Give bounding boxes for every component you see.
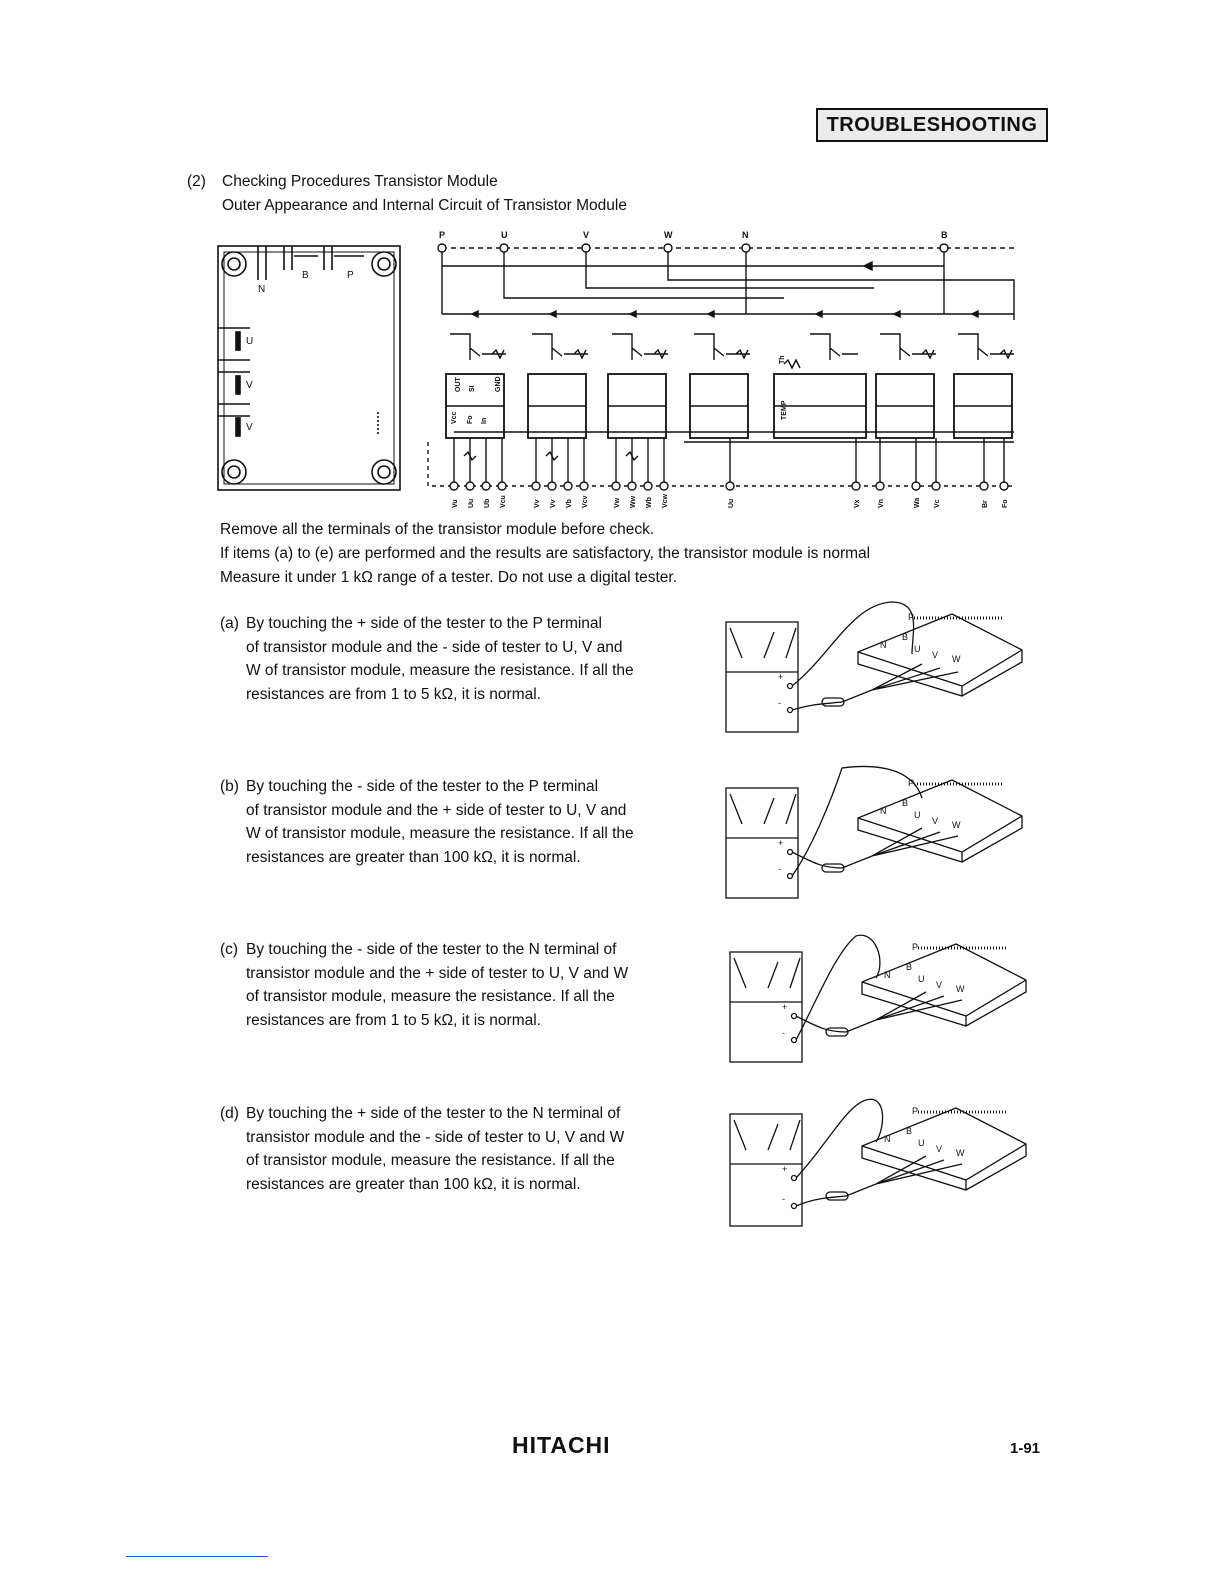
step-label: (c): [220, 941, 239, 958]
tester-minus-label: -: [782, 1194, 785, 1204]
instruction-line-1: Remove all the terminals of the transistor module before check.: [220, 521, 655, 538]
step-line: By touching the + side of the tester to the N terminal of: [246, 1105, 621, 1122]
step-line: By touching the - side of the tester to the N terminal of: [246, 941, 617, 958]
ic-label-temp: TEMP: [781, 400, 788, 420]
circuit-terminal-n: N: [742, 230, 749, 240]
bottom-terminal: Uu: [728, 498, 735, 508]
tester-figure-c: [726, 922, 1036, 1064]
step-d: [220, 1102, 700, 1202]
bottom-terminal: Vc: [934, 499, 941, 508]
outline-label-n: N: [258, 284, 266, 295]
section-number: (2): [187, 173, 206, 190]
outline-label-b: B: [302, 270, 309, 281]
step-c: [220, 938, 700, 1038]
tester-minus-label: -: [778, 698, 781, 708]
tester-figure-a: [722, 594, 1032, 736]
bottom-terminal: Br: [982, 500, 989, 508]
tester-needle-icon: [734, 1120, 800, 1150]
module-terminal-label: P: [912, 942, 919, 952]
step-line: of transistor module and the + side of tester to U, V and: [246, 801, 627, 819]
tester-plus-label: +: [778, 672, 784, 682]
circuit-terminal-p: P: [439, 230, 446, 240]
tester-minus-label: -: [782, 1028, 785, 1038]
module-terminal-label: P: [908, 612, 915, 622]
step-b: [220, 775, 700, 875]
module-terminal-label: V: [936, 1144, 943, 1154]
tester-plus-label: +: [778, 838, 784, 848]
step-line: By touching the - side of the tester to the P terminal: [246, 778, 599, 795]
instruction-line-3: Measure it under 1 kΩ range of a tester. Do not use a digital tester.: [220, 569, 678, 586]
ic-label-fo: Fo: [467, 415, 474, 424]
bottom-terminal: Uu: [468, 498, 475, 508]
module-terminal-label: U: [914, 810, 921, 820]
section-badge: TROUBLESHOOTING: [816, 108, 1048, 142]
module-terminal-label: B: [906, 1126, 913, 1136]
module-terminal-label: P: [908, 778, 915, 788]
module-terminal-label: W: [952, 820, 961, 830]
outline-label-u: U: [246, 336, 254, 347]
step-line: W of transistor module, measure the resistance. If all the: [246, 662, 634, 679]
mount-hole-icon: [372, 460, 396, 484]
bottom-terminal: Vcw: [662, 493, 669, 508]
tester-needle-icon: [730, 628, 796, 658]
tester-minus-label: -: [778, 864, 781, 874]
mount-hole-icon: [222, 252, 246, 276]
step-label: (a): [220, 615, 239, 632]
mount-hole-icon: [222, 460, 246, 484]
module-terminal-label: V: [936, 980, 943, 990]
bottom-terminal: Vu: [452, 499, 459, 508]
circuit-terminal-v: V: [583, 230, 590, 240]
ic-label-in: In: [481, 417, 488, 424]
tester-figure-d: [726, 1086, 1036, 1228]
step-a: [220, 612, 700, 712]
tester-figure-b: [722, 758, 1032, 900]
bottom-terminal: Ub: [484, 498, 491, 508]
page-number: 1-91: [1010, 1440, 1041, 1457]
tester-plus-label: +: [782, 1164, 788, 1174]
step-line: resistances are greater than 100 kΩ, it is normal.: [246, 848, 581, 866]
ic-label-vcc: Vcc: [451, 411, 458, 424]
module-terminal-label: B: [906, 962, 913, 972]
ic-label-out: OUT: [455, 377, 462, 392]
module-terminal-label: N: [884, 970, 891, 980]
step-line: resistances are from 1 to 5 kΩ, it is normal.: [246, 685, 541, 703]
instruction-line-2: If items (a) to (e) are performed and the results are satisfactory, the transistor module is normal: [220, 545, 871, 562]
bottom-terminal: Vn: [878, 499, 885, 508]
tester-plus-label: +: [782, 1002, 788, 1012]
circuit-terminal-u: U: [501, 230, 508, 240]
module-terminal-label: W: [956, 984, 965, 994]
ic-label-si: SI: [469, 385, 476, 392]
tester-needle-icon: [730, 794, 796, 824]
bottom-terminal: Wb: [646, 497, 653, 508]
bottom-terminal: Vb: [566, 499, 573, 508]
bottom-terminal: Vcu: [500, 495, 507, 508]
section-subtitle: Outer Appearance and Internal Circuit of Transistor Module: [222, 197, 627, 214]
footer-divider: [126, 1556, 268, 1557]
module-terminal-label: W: [956, 1148, 965, 1158]
bottom-terminal: Vv: [550, 499, 557, 508]
module-terminal-label: W: [952, 654, 961, 664]
step-label: (d): [220, 1105, 239, 1122]
step-line: resistances are greater than 100 kΩ, it is normal.: [246, 1175, 581, 1193]
mount-hole-icon: [372, 252, 396, 276]
bottom-terminal: Vcv: [582, 495, 589, 508]
thermistor-label: Th: [779, 355, 786, 364]
step-line: of transistor module and the - side of tester to U, V and: [246, 638, 623, 656]
module-terminal-label: B: [902, 632, 909, 642]
module-terminal-label: U: [918, 974, 925, 984]
bottom-terminal: Vw: [614, 497, 621, 508]
module-terminal-label: U: [918, 1138, 925, 1148]
outline-label-p: P: [347, 270, 354, 281]
module-terminal-label: V: [932, 650, 939, 660]
bottom-terminal: Vv: [534, 499, 541, 508]
step-line: By touching the + side of the tester to the P terminal: [246, 615, 602, 632]
outline-label-v: V: [246, 380, 253, 391]
module-terminal-label: N: [884, 1134, 891, 1144]
bottom-terminal: Vx: [854, 499, 861, 508]
bottom-terminal: Ww: [630, 495, 637, 508]
module-outline-body: [218, 246, 400, 490]
step-line: W of transistor module, measure the resistance. If all the: [246, 825, 634, 842]
step-line: of transistor module, measure the resistance. If all the: [246, 988, 615, 1005]
step-line: of transistor module, measure the resistance. If all the: [246, 1152, 615, 1169]
step-line: transistor module and the + side of tester to U, V and W: [246, 964, 629, 982]
circuit-terminal-w: W: [664, 230, 673, 240]
module-terminal-label: P: [912, 1106, 919, 1116]
circuit-terminal-b: B: [941, 230, 948, 240]
step-label: (b): [220, 778, 239, 795]
gate-driver-cells: [446, 334, 1014, 438]
module-terminal-label: N: [880, 806, 887, 816]
module-terminal-label: N: [880, 640, 887, 650]
module-terminal-label: B: [902, 798, 909, 808]
ic-label-gnd: GND: [495, 376, 502, 392]
section-title: Checking Procedures Transistor Module: [222, 173, 498, 190]
module-terminal-label: V: [932, 816, 939, 826]
brand-logo-text: HITACHI: [512, 1432, 611, 1458]
module-terminal-label: U: [914, 644, 921, 654]
tester-needle-icon: [734, 958, 800, 988]
internal-circuit-diagram: [424, 224, 1020, 514]
module-outline-diagram: [214, 240, 410, 496]
step-line: transistor module and the - side of tester to U, V and W: [246, 1128, 625, 1146]
step-line: resistances are from 1 to 5 kΩ, it is normal.: [246, 1011, 541, 1029]
outline-label-w: V: [246, 422, 253, 433]
bottom-terminal: Fo: [1002, 499, 1009, 508]
bottom-terminal: Wa: [914, 497, 921, 508]
